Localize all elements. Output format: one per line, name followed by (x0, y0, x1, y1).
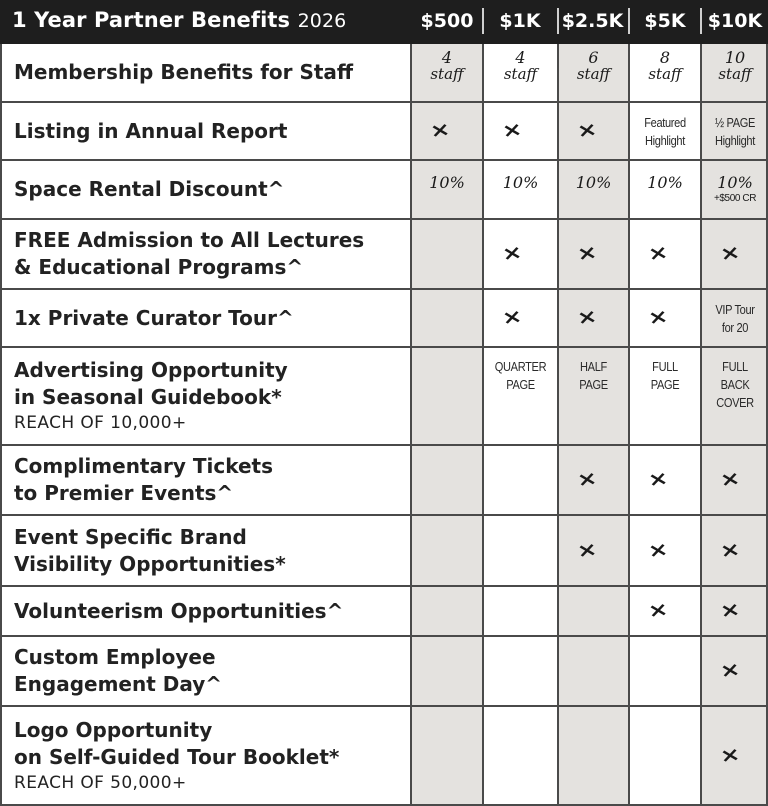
benefit-row (0, 587, 768, 637)
tier-cell-10k (700, 44, 768, 101)
check-x-mark-icon: × (428, 117, 452, 143)
tier-cell-5k (628, 587, 700, 635)
tier-header-1k: $1K (499, 10, 541, 32)
staff-count (484, 50, 557, 82)
benefit-row (0, 637, 768, 707)
benefit-label (0, 446, 410, 514)
tier-note (707, 358, 763, 412)
benefit-label (0, 348, 410, 444)
benefit-name-line: Visibility Opportunities* (14, 551, 286, 576)
check-x-mark-icon: × (500, 240, 524, 266)
check-x-mark-icon: × (575, 466, 599, 492)
discount-percent: 10% (717, 173, 753, 192)
tier-cell-2-5k (557, 637, 628, 705)
tier-cell-500 (410, 707, 482, 804)
tier-note (564, 358, 623, 394)
check-x-mark-icon: × (646, 597, 670, 623)
tier-cell-10k (700, 290, 768, 346)
tier-note-line: QUARTER (494, 359, 547, 374)
tier-note (707, 114, 763, 150)
discount-percent: 10% (502, 173, 539, 192)
check-x-mark-icon: × (718, 537, 742, 563)
benefit-name-line: Space Rental Discount^ (14, 177, 285, 201)
tier-note-line: PAGE (650, 377, 680, 392)
tier-note-line: PAGE (579, 377, 608, 392)
tier-cell-10k (700, 587, 768, 635)
benefit-name-line: Complimentary Tickets (14, 454, 273, 478)
check-x-mark-icon: × (646, 240, 670, 266)
discount-value (412, 173, 482, 192)
benefit-label (0, 103, 410, 159)
benefit-row (0, 516, 768, 587)
staff-count (630, 50, 700, 82)
table-title (12, 8, 346, 32)
check-x-mark-icon: × (718, 466, 742, 492)
tier-cell-2-5k (557, 707, 628, 804)
discount-value (559, 173, 628, 192)
benefit-label (0, 220, 410, 288)
benefit-row (0, 290, 768, 348)
tier-cell-5k (628, 707, 700, 804)
tier-cell-5k (628, 103, 700, 159)
tier-cell-5k (628, 348, 700, 444)
check-x-mark-icon: × (718, 657, 742, 683)
tier-cell-5k (628, 637, 700, 705)
discount-value (630, 173, 700, 192)
discount-percent: 10% (575, 173, 612, 192)
benefit-row (0, 348, 768, 446)
benefit-name-line: FREE Admission to All Lectures (14, 228, 365, 252)
benefit-row (0, 220, 768, 290)
staff-number: 4 (441, 48, 453, 67)
tier-cell-2-5k (557, 103, 628, 159)
tier-note-line: Featured (644, 115, 686, 130)
benefit-name-line: Logo Opportunity (14, 717, 213, 742)
benefit-name-line: Listing in Annual Report (14, 118, 288, 143)
title-text: 1 Year Partner Benefits (12, 8, 291, 32)
benefit-label (0, 587, 410, 635)
tier-cell-1k (482, 446, 557, 514)
tier-cell-10k (700, 707, 768, 804)
benefit-name-line: Membership Benefits for Staff (14, 60, 354, 84)
tier-cell-500 (410, 516, 482, 585)
staff-unit: staff (430, 65, 464, 83)
tier-cell-1k (482, 348, 557, 444)
tier-cell-10k (700, 103, 768, 159)
tier-cell-1k (482, 707, 557, 804)
tier-cell-5k (628, 446, 700, 514)
tier-cell-2-5k (557, 516, 628, 585)
benefit-label (0, 637, 410, 705)
tier-cell-500 (410, 44, 482, 101)
staff-number: 8 (659, 48, 671, 67)
tier-cell-2-5k (557, 446, 628, 514)
table-header (0, 0, 768, 44)
tier-cell-5k (628, 220, 700, 288)
tier-cell-1k (482, 220, 557, 288)
tier-header-500: $500 (420, 10, 474, 32)
tier-cell-2-5k (557, 587, 628, 635)
tier-cell-10k (700, 220, 768, 288)
tier-note-line: HALF (580, 359, 607, 374)
benefit-name-line: Engagement Day^ (14, 672, 223, 696)
check-x-mark-icon: × (500, 304, 524, 330)
staff-unit: staff (503, 65, 538, 83)
staff-number: 4 (515, 48, 526, 67)
benefit-name-line: Custom Employee (14, 645, 216, 669)
benefit-label (0, 290, 410, 346)
check-x-mark-icon: × (646, 304, 670, 330)
tier-note-line: for 20 (721, 320, 749, 335)
tier-cell-1k (482, 290, 557, 346)
tier-cell-5k (628, 44, 700, 101)
tier-cell-2-5k (557, 290, 628, 346)
tier-header-10k: $10K (707, 10, 763, 32)
staff-count (702, 50, 768, 82)
staff-number: 10 (724, 48, 746, 67)
tier-cell-2-5k (557, 44, 628, 101)
tier-cell-2-5k (557, 220, 628, 288)
tier-note-line: FULL (652, 359, 678, 374)
tier-cell-5k (628, 516, 700, 585)
tier-cell-1k (482, 587, 557, 635)
check-x-mark-icon: × (718, 597, 742, 623)
benefit-name-line: to Premier Events^ (14, 481, 234, 505)
title-year: 2026 (297, 10, 347, 32)
tier-note-line: Highlight (645, 133, 685, 148)
tier-cell-500 (410, 220, 482, 288)
tier-cell-1k (482, 637, 557, 705)
benefit-label (0, 44, 410, 101)
tier-cell-5k (628, 290, 700, 346)
benefit-name-line: Advertising Opportunity (14, 358, 288, 382)
benefit-row (0, 161, 768, 220)
tier-cell-500 (410, 587, 482, 635)
check-x-mark-icon: × (575, 117, 599, 143)
tier-note-line: PAGE (506, 377, 535, 392)
benefit-row (0, 446, 768, 516)
check-x-mark-icon: × (575, 537, 599, 563)
tier-cell-1k (482, 516, 557, 585)
benefit-name-line: & Educational Programs^ (14, 255, 304, 279)
tier-cell-1k (482, 103, 557, 159)
benefit-name-line: in Seasonal Guidebook* (14, 385, 282, 409)
benefit-reach: REACH OF 50,000+ (14, 772, 187, 793)
check-x-mark-icon: × (500, 117, 524, 143)
tier-cell-10k (700, 516, 768, 585)
benefit-reach: REACH OF 10,000+ (14, 413, 187, 433)
check-x-mark-icon: × (646, 537, 670, 563)
tier-note-line: Highlight (715, 133, 755, 148)
tier-cell-10k (700, 161, 768, 218)
benefit-name-line: Event Specific Brand (14, 524, 247, 549)
tier-note-line: COVER (716, 395, 754, 410)
tier-cell-1k (482, 161, 557, 218)
tier-cell-500 (410, 290, 482, 346)
tier-cell-10k (700, 446, 768, 514)
staff-count (559, 50, 628, 82)
benefit-name-line: 1x Private Curator Tour^ (14, 305, 294, 330)
benefit-label (0, 707, 410, 804)
tier-cell-5k (628, 161, 700, 218)
tier-cell-500 (410, 161, 482, 218)
check-x-mark-icon: × (575, 240, 599, 266)
tier-header-2-5k: $2.5K (561, 10, 624, 32)
tier-cell-10k (700, 637, 768, 705)
tier-cell-2-5k (557, 161, 628, 218)
staff-unit: staff (576, 65, 611, 83)
benefit-row (0, 103, 768, 161)
benefit-row (0, 44, 768, 103)
check-x-mark-icon: × (575, 304, 599, 330)
tier-note (635, 358, 695, 394)
tier-note (635, 114, 695, 150)
tier-note-line: ½ PAGE (714, 115, 756, 130)
tier-cell-10k (700, 348, 768, 444)
tier-cell-500 (410, 637, 482, 705)
tier-note-line: VIP Tour (715, 302, 755, 317)
check-x-mark-icon: × (646, 466, 670, 492)
tier-note (489, 358, 551, 394)
benefit-label (0, 516, 410, 585)
benefit-name-line: on Self-Guided Tour Booklet* (14, 744, 340, 769)
tier-cell-1k (482, 44, 557, 101)
discount-value (484, 173, 557, 192)
benefits-grid (0, 44, 768, 806)
discount-percent: 10% (647, 173, 683, 192)
staff-unit: staff (718, 65, 752, 83)
tier-cell-500 (410, 348, 482, 444)
staff-unit: staff (648, 65, 682, 83)
benefit-label (0, 161, 410, 218)
benefit-name-line: Volunteerism Opportunities^ (14, 598, 344, 623)
benefit-row (0, 707, 768, 806)
staff-number: 6 (588, 48, 599, 67)
tier-header-5k: $5K (644, 10, 686, 32)
tier-note (707, 301, 763, 337)
staff-count (412, 50, 482, 82)
discount-value (702, 173, 768, 205)
check-x-mark-icon: × (718, 240, 742, 266)
discount-credit: +$500 CR (713, 193, 757, 204)
tier-cell-500 (410, 446, 482, 514)
tier-note-line: BACK (720, 377, 750, 392)
discount-percent: 10% (429, 173, 465, 192)
tier-cell-2-5k (557, 348, 628, 444)
check-x-mark-icon: × (718, 742, 742, 768)
tier-cell-500 (410, 103, 482, 159)
tier-note-line: FULL (722, 359, 748, 374)
